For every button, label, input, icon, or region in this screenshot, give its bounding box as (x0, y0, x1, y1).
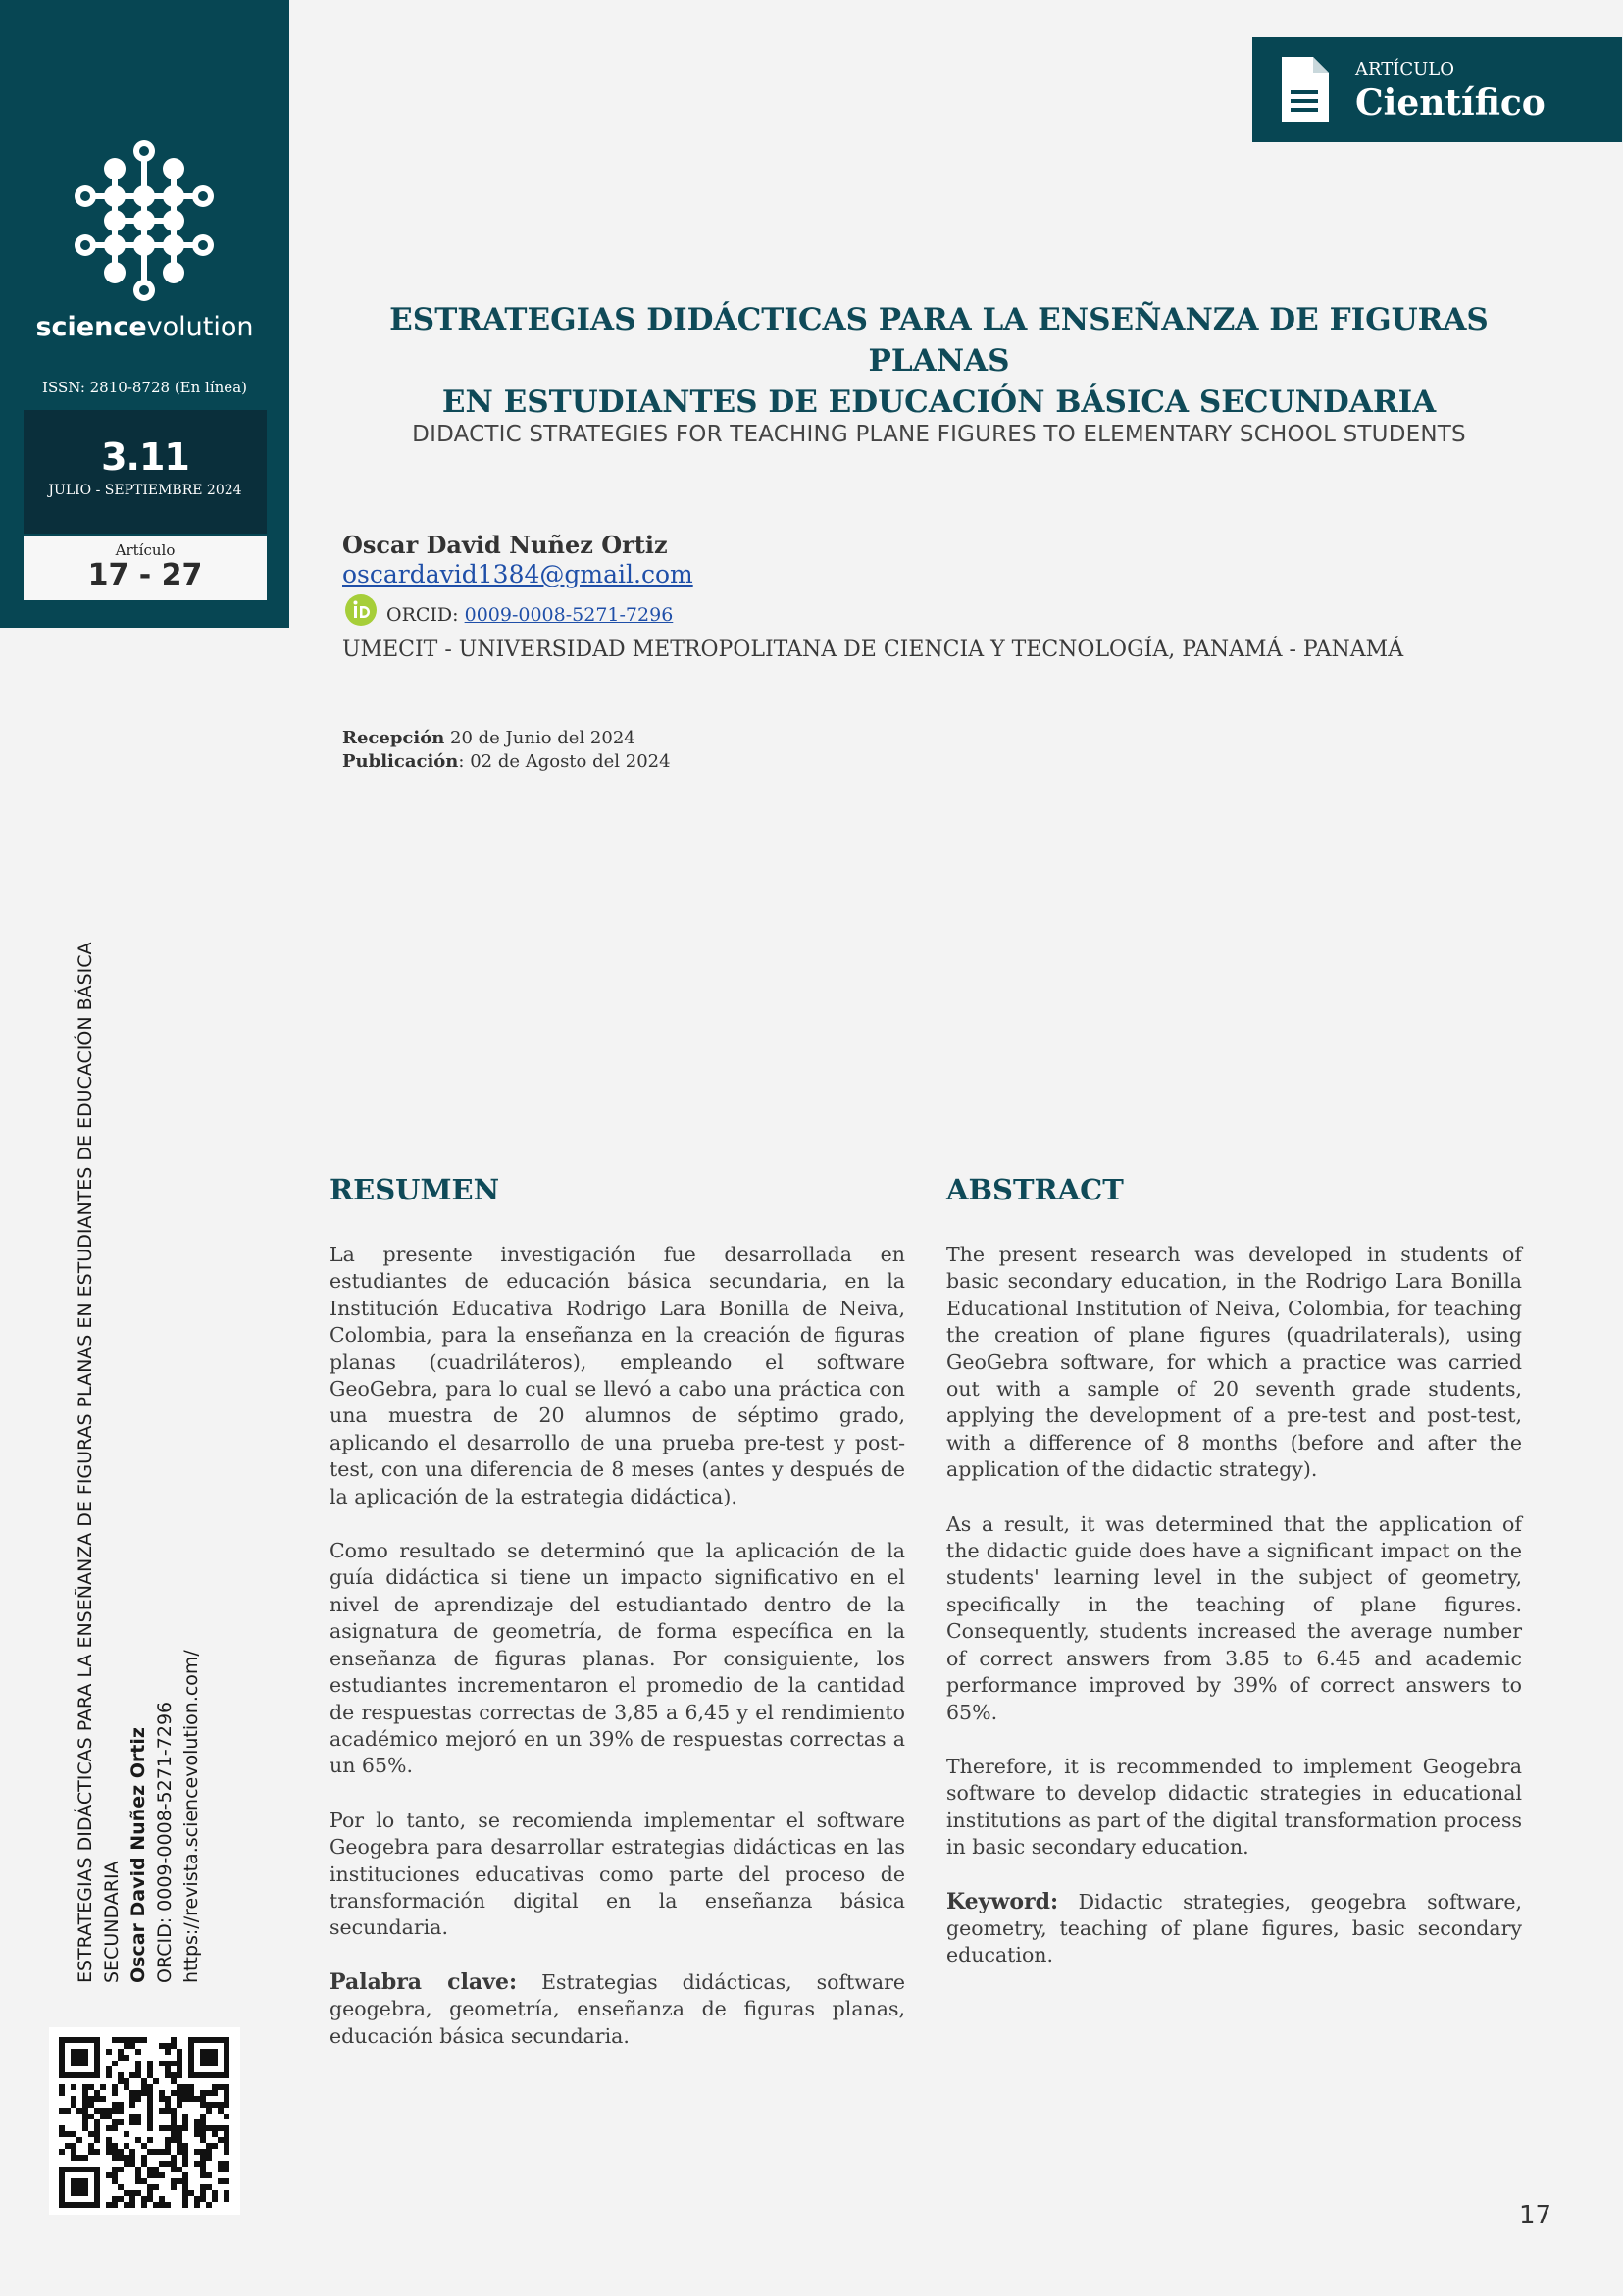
vertical-title-line-1: ESTRATEGIAS DIDÁCTICAS PARA LA ENSEÑANZA DE FIGURAS PLANAS EN ESTUDIANTES DE EDUCACIÓN BÁSICA (75, 942, 96, 1983)
title-line-2: EN ESTUDIANTES DE EDUCACIÓN BÁSICA SECUNDARIA (441, 384, 1437, 420)
publication-date: Publicación: 02 de Agosto del 2024 (342, 751, 671, 772)
volume-box (24, 410, 267, 534)
brand-name: sciencevolution (35, 312, 254, 342)
orcid-icon (345, 594, 377, 626)
vertical-author: Oscar David Nuñez Ortiz (127, 1727, 149, 1983)
title-line-1: ESTRATEGIAS DIDÁCTICAS PARA LA ENSEÑANZA DE FIGURAS PLANAS (389, 302, 1489, 379)
abstract-keywords: Keyword: Didactic strategies, geogebra software, geometry, teaching of plane figures, basic secondary education. (946, 1888, 1522, 1967)
article-pages-box (24, 536, 267, 600)
sciencevolution-logo-icon (61, 137, 228, 304)
abstract-paragraph-2: As a result, it was determined that the application of the didactic guide does have a significant impact on the students' learning level in the subject of geometry, specifically in the teaching of plane figures. Consequently, students increased the average number of correct answers from 3.85 to 6.45 and academic performance improved by 39% of correct answers to 65%. (946, 1511, 1522, 1724)
journal-sidebar (0, 0, 289, 628)
issn: ISSN: 2810-8728 (En línea) (42, 379, 247, 396)
resumen-heading: RESUMEN (330, 1173, 500, 1206)
article-title (333, 299, 1545, 423)
issue-period: JULIO - SEPTIEMBRE 2024 (48, 483, 242, 498)
article-title-english: DIDACTIC STRATEGIES FOR TEACHING PLANE FIGURES TO ELEMENTARY SCHOOL STUDENTS (412, 422, 1466, 447)
badge-type: Científico (1355, 82, 1546, 124)
orcid-link[interactable]: 0009-0008-5271-7296 (464, 604, 674, 626)
abstract-heading: ABSTRACT (946, 1173, 1124, 1206)
page-number: 17 (1519, 2201, 1552, 2230)
qr-code-icon (49, 2027, 240, 2215)
volume-number: 3.11 (101, 435, 189, 479)
resumen-section (330, 1173, 905, 2077)
article-dates (342, 727, 671, 774)
article-pages: 17 - 27 (87, 558, 203, 592)
vertical-url: https://revista.sciencevolution.com/ (180, 1650, 202, 1983)
author-affiliation: UMECIT - UNIVERSIDAD METROPOLITANA DE CIENCIA Y TECNOLOGÍA, PANAMÁ - PANAMÁ (342, 638, 1404, 662)
vertical-orcid: ORCID: 0009-0008-5271-7296 (154, 1701, 176, 1983)
article-type-badge (1252, 37, 1622, 142)
abstract-paragraph-1: The present research was developed in students of basic secondary education, in the Rodrigo Lara Bonilla Educational Institution of Neiva, Colombia, for teaching the creation of plane figures (quadrilaterals), using GeoGebra software, for which a practice was carried out with a sample of 20 seventh grade students, applying the development of a pre-test and post-test, with a difference of 8 months (before and after the application of the didactic strategy). (946, 1243, 1522, 1482)
document-icon (1278, 55, 1333, 126)
vertical-title-line-2: SECUNDARIA (101, 1861, 123, 1983)
resumen-paragraph-1: La presente investigación fue desarrollada en estudiantes de educación básica secundaria, en la Institución Educativa Rodrigo Lara Bonilla de Neiva, Colombia, para la enseñanza en la creación de figuras planas (cuadriláteros), empleando el software GeoGebra, para lo cual se llevó a cabo una práctica con una muestra de 20 alumnos de séptimo grado, aplicando el desarrollo de una prueba pre-test y post-test, con una diferencia de 8 meses (antes y después de la aplicación de la estrategia didáctica). (330, 1243, 905, 1508)
author-name: Oscar David Nuñez Ortiz (342, 531, 668, 559)
resumen-paragraph-3: Por lo tanto, se recomienda implementar el software Geogebra para desarrollar estrategias didácticas en las instituciones educativas como parte del proceso de transformación digital en la enseñanza básica secundaria. (330, 1808, 905, 1940)
abstract-paragraph-3: Therefore, it is recommended to implement Geogebra software to develop didactic strategies in educational institutions as part of the digital transformation process in basic secondary education. (946, 1754, 1522, 1860)
resumen-paragraph-2: Como resultado se determinó que la aplicación de la guía didáctica si tiene un impacto significativo en el nivel de aprendizaje del estudiantado dentro de la asignatura de geometría, de forma específica en la enseñanza de figuras planas. Por consiguiente, los estudiantes incrementaron el promedio de la cantidad de respuestas correctas de 3,85 a 6,45 y el rendimiento académico mejoró en un 39% de respuestas correctas a un 65%. (330, 1539, 905, 1778)
author-email-link[interactable]: oscardavid1384@gmail.com (342, 560, 693, 588)
reception-date: Recepción 20 de Junio del 2024 (342, 728, 635, 748)
badge-label: ARTÍCULO (1355, 59, 1455, 79)
orcid-text: ORCID: 0009-0008-5271-7296 (386, 604, 674, 626)
article-label: Artículo (115, 541, 176, 559)
resumen-keywords: Palabra clave: Estrategias didácticas, software geogebra, geometría, enseñanza de figuras planas, educación básica secundaria. (330, 1968, 906, 2048)
abstract-section (946, 1173, 1522, 1997)
qr-code (49, 2027, 240, 2215)
vertical-citation (73, 806, 205, 1983)
